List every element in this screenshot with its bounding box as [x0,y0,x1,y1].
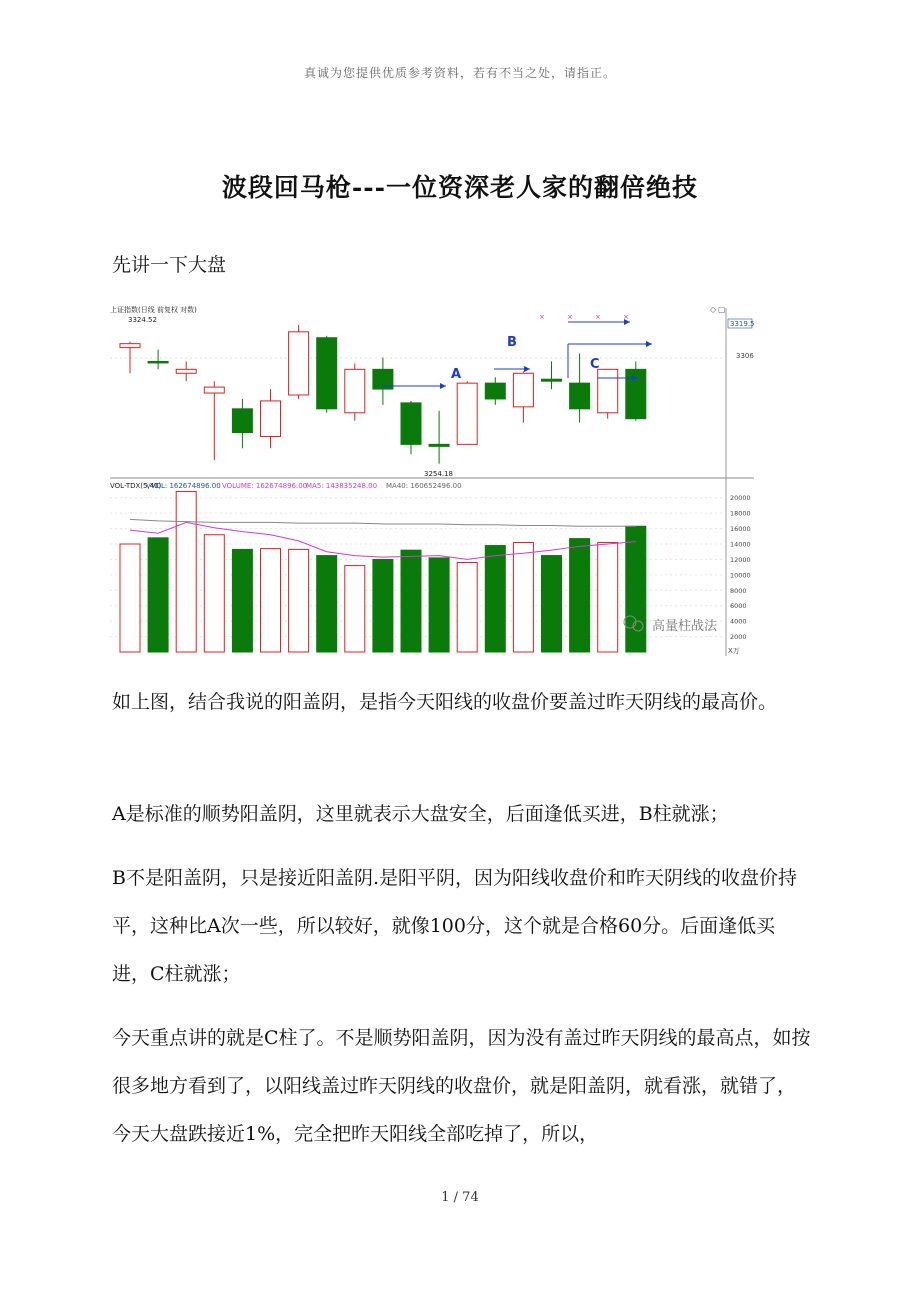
volume-legend-ma40: MA40: 160652496.00 [386,482,462,490]
volume-legend-volume: VOLUME: 162674896.00 [222,482,308,490]
candle [345,363,365,420]
price-axis-label: 3306 [736,352,754,360]
page-number: 1 / 74 [441,1190,479,1205]
volume-bar [176,492,196,652]
chart-title: 上证指数(日线 前复权 对数) [110,306,197,314]
candle [457,381,477,444]
volume-tick-label: 10000 [730,571,751,580]
paragraph-4: 今天重点讲的就是C柱了。不是顺势阳盖阴，因为没有盖过昨天阴线的最高点，如按很多地方看到了，以阳线盖过昨天阴线的收盘价，就是阳盖阴，就看涨，就错了，今天大盘跌接近1%，完全把昨天阳线全部吃掉了，所以， [112,1027,811,1145]
candle [626,361,646,420]
candle [289,325,309,399]
volume-tick-label: 20000 [730,494,751,503]
volume-bar [429,558,449,652]
market-chart [110,300,754,656]
svg-text:×: × [595,313,601,321]
price-high-label: 3324.52 [128,316,157,324]
candle [317,336,337,413]
price-low-label: 3254.18 [424,470,453,478]
axis-scale-icon[interactable]: ▢ [718,305,726,314]
paragraph-1: 如上图，结合我说的阳盖阴，是指今天阳线的收盘价要盖过昨天阴线的最高价。 [112,691,778,713]
volume-bar [626,526,646,652]
volume-bar [513,542,533,652]
volume-bar [232,549,252,652]
current-price-label: 3319.5 [730,320,754,328]
volume-bar [345,566,365,652]
volume-bar [570,539,590,652]
volume-bar [148,538,168,652]
volume-unit-label: X万 [728,647,740,655]
volume-legend-vvol: VVOL: 162674896.00 [146,482,221,490]
volume-tick-label: 18000 [730,509,751,518]
volume-bar [401,550,421,652]
volume-bar [204,535,224,652]
volume-bar [457,563,477,652]
svg-text:×: × [567,313,573,321]
volume-tick-label: 16000 [730,525,751,534]
svg-text:×: × [623,313,629,321]
volume-tick-label: 6000 [730,602,747,611]
volume-legend-ma5: MA5: 143835248.00 [306,482,378,490]
volume-bar [289,549,309,652]
marker-c-label: C [590,357,600,372]
volume-legend-name: VOL-TDX(5,40) [110,482,162,490]
candle [598,369,618,418]
axis-menu-icon[interactable]: ◇ [710,305,717,314]
volume-bar [261,549,281,652]
svg-text:×: × [539,313,545,321]
volume-tick-label: 14000 [730,540,751,549]
volume-tick-label: 12000 [730,555,751,564]
section-subheading: 先讲一下大盘 [112,254,227,276]
volume-bar [120,544,140,652]
volume-bar [485,546,505,652]
volume-tick-label: 4000 [730,617,747,626]
marker-a-label: A [451,367,462,382]
volume-bar [598,542,618,652]
volume-bar [542,556,562,652]
volume-bar [317,556,337,652]
volume-tick-label: 8000 [730,586,747,595]
paragraph-2: A是标准的顺势阳盖阴，这里就表示大盘安全，后面逢低买进，B柱就涨； [112,803,729,825]
watermark-text: 高量柱战法 [652,619,718,634]
paragraph-3: B不是阳盖阴，只是接近阳盖阴.是阳平阴，因为阳线收盘价和昨天阴线的收盘价持平，这种比A次一些，所以较好，就像100分，这个就是合格60分。后面逢低买进，C柱就涨； [112,867,798,985]
header-note: 真诚为您提供优质参考资料，若有不当之处，请指正。 [303,66,616,80]
marker-b-label: B [507,335,517,350]
volume-bar [373,559,393,652]
document-title: 波段回马枪---一位资深老人家的翻倍绝技 [221,173,699,202]
volume-tick-label: 2000 [730,633,747,642]
